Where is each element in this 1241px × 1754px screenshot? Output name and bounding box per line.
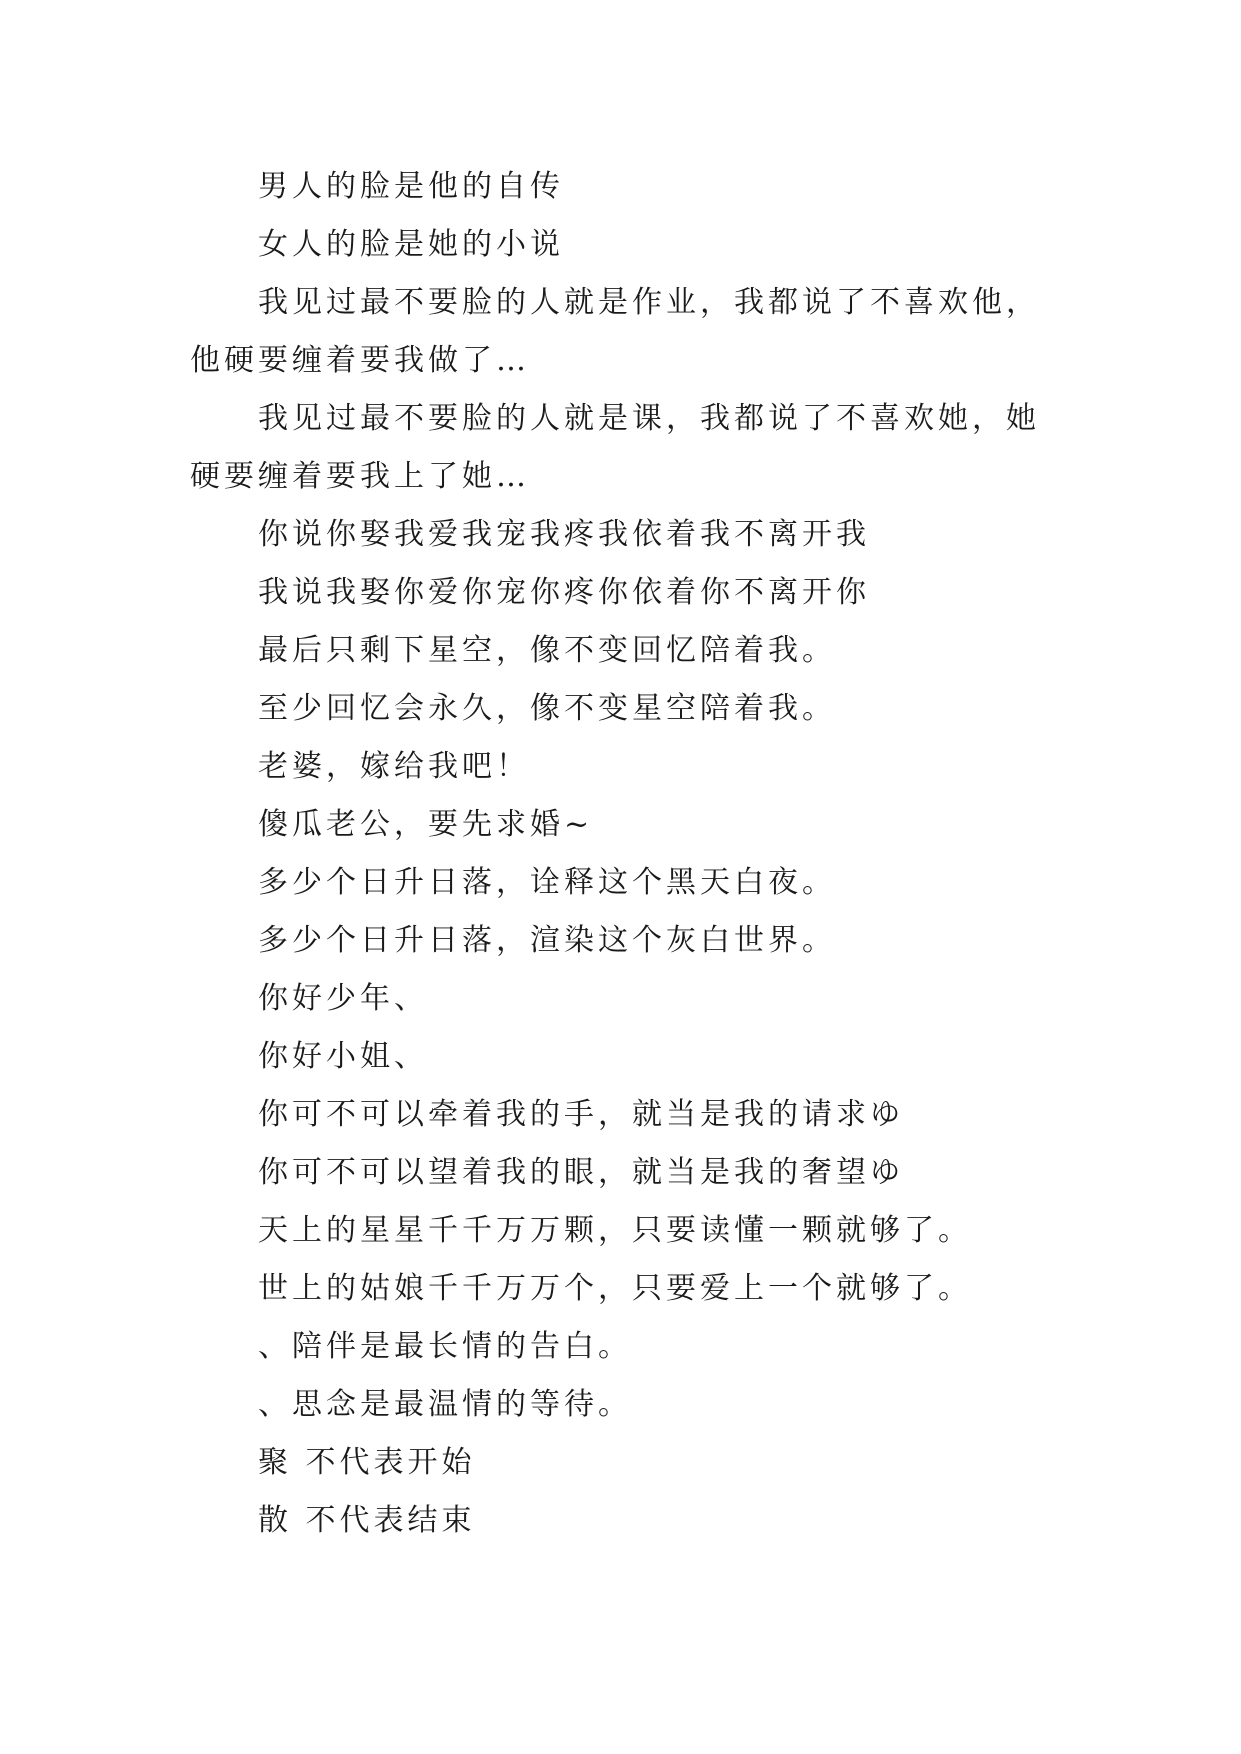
paragraph: 我说我娶你爱你宠你疼你依着你不离开你 [258, 575, 870, 610]
paragraph: 散 不代表结束 [258, 1503, 476, 1538]
paragraph: 世上的姑娘千千万万个，只要爱上一个就够了。 [258, 1271, 972, 1306]
paragraph: 傻瓜老公，要先求婚~ [258, 807, 594, 842]
paragraph: 至少回忆会永久，像不变星空陪着我。 [258, 691, 836, 726]
paragraph: 我见过最不要脸的人就是课，我都说了不喜欢她，她硬要缠着要我上了她… [190, 401, 1040, 494]
paragraph: 你好小姐、 [258, 1039, 428, 1074]
paragraph: 聚 不代表开始 [258, 1445, 476, 1480]
paragraph: 多少个日升日落，诠释这个黑天白夜。 [258, 865, 836, 900]
paragraph: 、思念是最温情的等待。 [258, 1387, 632, 1422]
paragraph: 女人的脸是她的小说 [258, 227, 564, 262]
paragraph: 你说你娶我爱我宠我疼我依着我不离开我 [258, 517, 870, 552]
paragraph: 你可不可以牵着我的手，就当是我的请求ゆ [258, 1097, 904, 1132]
paragraph: 男人的脸是他的自传 [258, 169, 564, 204]
document-body [190, 158, 1060, 1550]
paragraph: 最后只剩下星空，像不变回忆陪着我。 [258, 633, 836, 668]
paragraph: 你可不可以望着我的眼，就当是我的奢望ゆ [258, 1155, 904, 1190]
paragraph: 你好少年、 [258, 981, 428, 1016]
paragraph: 天上的星星千千万万颗，只要读懂一颗就够了。 [258, 1213, 972, 1248]
paragraph: 、陪伴是最长情的告白。 [258, 1329, 632, 1364]
paragraph: 老婆，嫁给我吧！ [258, 749, 530, 784]
paragraph: 我见过最不要脸的人就是作业，我都说了不喜欢他，他硬要缠着要我做了… [190, 285, 1040, 378]
paragraph: 多少个日升日落，渲染这个灰白世界。 [258, 923, 836, 958]
